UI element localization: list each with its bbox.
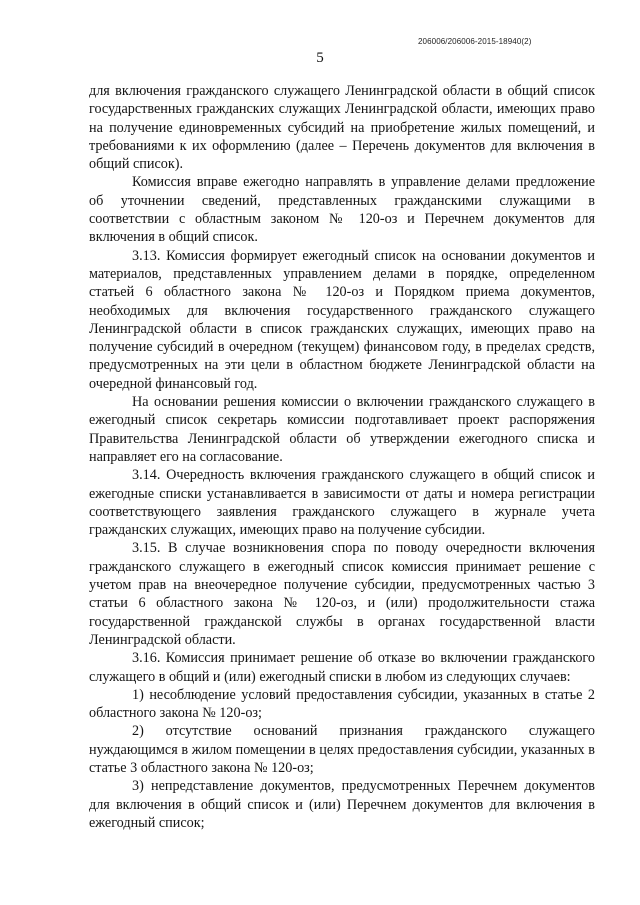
paragraph: Комиссия вправе ежегодно направлять в управление делами предложение об уточнении сведений, представленных гражданскими служащими в соответствии с областным законом № 120-оз и Перечнем документов для включения в общий список.: [89, 174, 595, 246]
list-item: 3) непредставление документов, предусмотренных Перечнем документов для включения в общий список и (или) Перечнем документов для включения в ежегодный список;: [89, 778, 595, 831]
paragraph: 3.13. Комиссия формирует ежегодный список на основании документов и материалов, представленных управлением делами в порядке, определенном статьей 6 областного закона № 120-оз и Порядком приема документов, необходимых для включения государственного гражданского служащего Ленинградской области в список гражданских служащих, имеющих право на получение субсидий в очередном (текущем) финансовом году, в пределах средств, предусмотренных на эти цели в областном бюджете Ленинградской области на очередной финансовый год.: [89, 247, 595, 392]
page-number: 5: [316, 50, 324, 66]
list-item: 1) несоблюдение условий предоставления субсидии, указанных в статье 2 областного закона № 120-оз;: [89, 686, 595, 722]
paragraph: 3.14. Очередность включения гражданского служащего в общий список и ежегодные списки устанавливается в зависимости от даты и номера регистрации соответствующего заявления гражданского служащего в журнале учета гражданских служащих, имеющих право на получение субсидии.: [89, 467, 595, 539]
list-item: 2) отсутствие оснований признания гражданского служащего нуждающимся в жилом помещении в целях предоставления субсидии, указанных в статье 3 областного закона № 120-оз;: [89, 723, 595, 776]
paragraph: для включения гражданского служащего Ленинградской области в общий список государственных гражданских служащих Ленинградской области, имеющих право на получение единовременных субсидий на приобретение жилых помещений, и требованиями к их оформлению (далее – Перечень документов для включения в общий список).: [89, 83, 595, 173]
document-id: 206006/206006-2015-18940(2): [418, 37, 532, 46]
paragraph: 3.15. В случае возникновения спора по поводу очередности включения гражданского служащего в ежегодный список комиссия принимает решение с учетом прав на внеочередное получение субсидии, предусмотренных частью 3 статьи 6 областного закона № 120-оз, и (или) продолжительности стажа государственной гражданской службы в органах государственной власти Ленинградской области.: [89, 540, 595, 648]
document-body: [89, 82, 595, 832]
paragraph: 3.16. Комиссия принимает решение об отказе во включении гражданского служащего в общий и (или) ежегодный списки в любом из следующих случаев:: [89, 650, 595, 685]
paragraph: На основании решения комиссии о включении гражданского служащего в ежегодный список секретарь комиссии подготавливает проект распоряжения Правительства Ленинградской области об утверждении ежегодного списка и направляет его на согласование.: [89, 394, 595, 465]
